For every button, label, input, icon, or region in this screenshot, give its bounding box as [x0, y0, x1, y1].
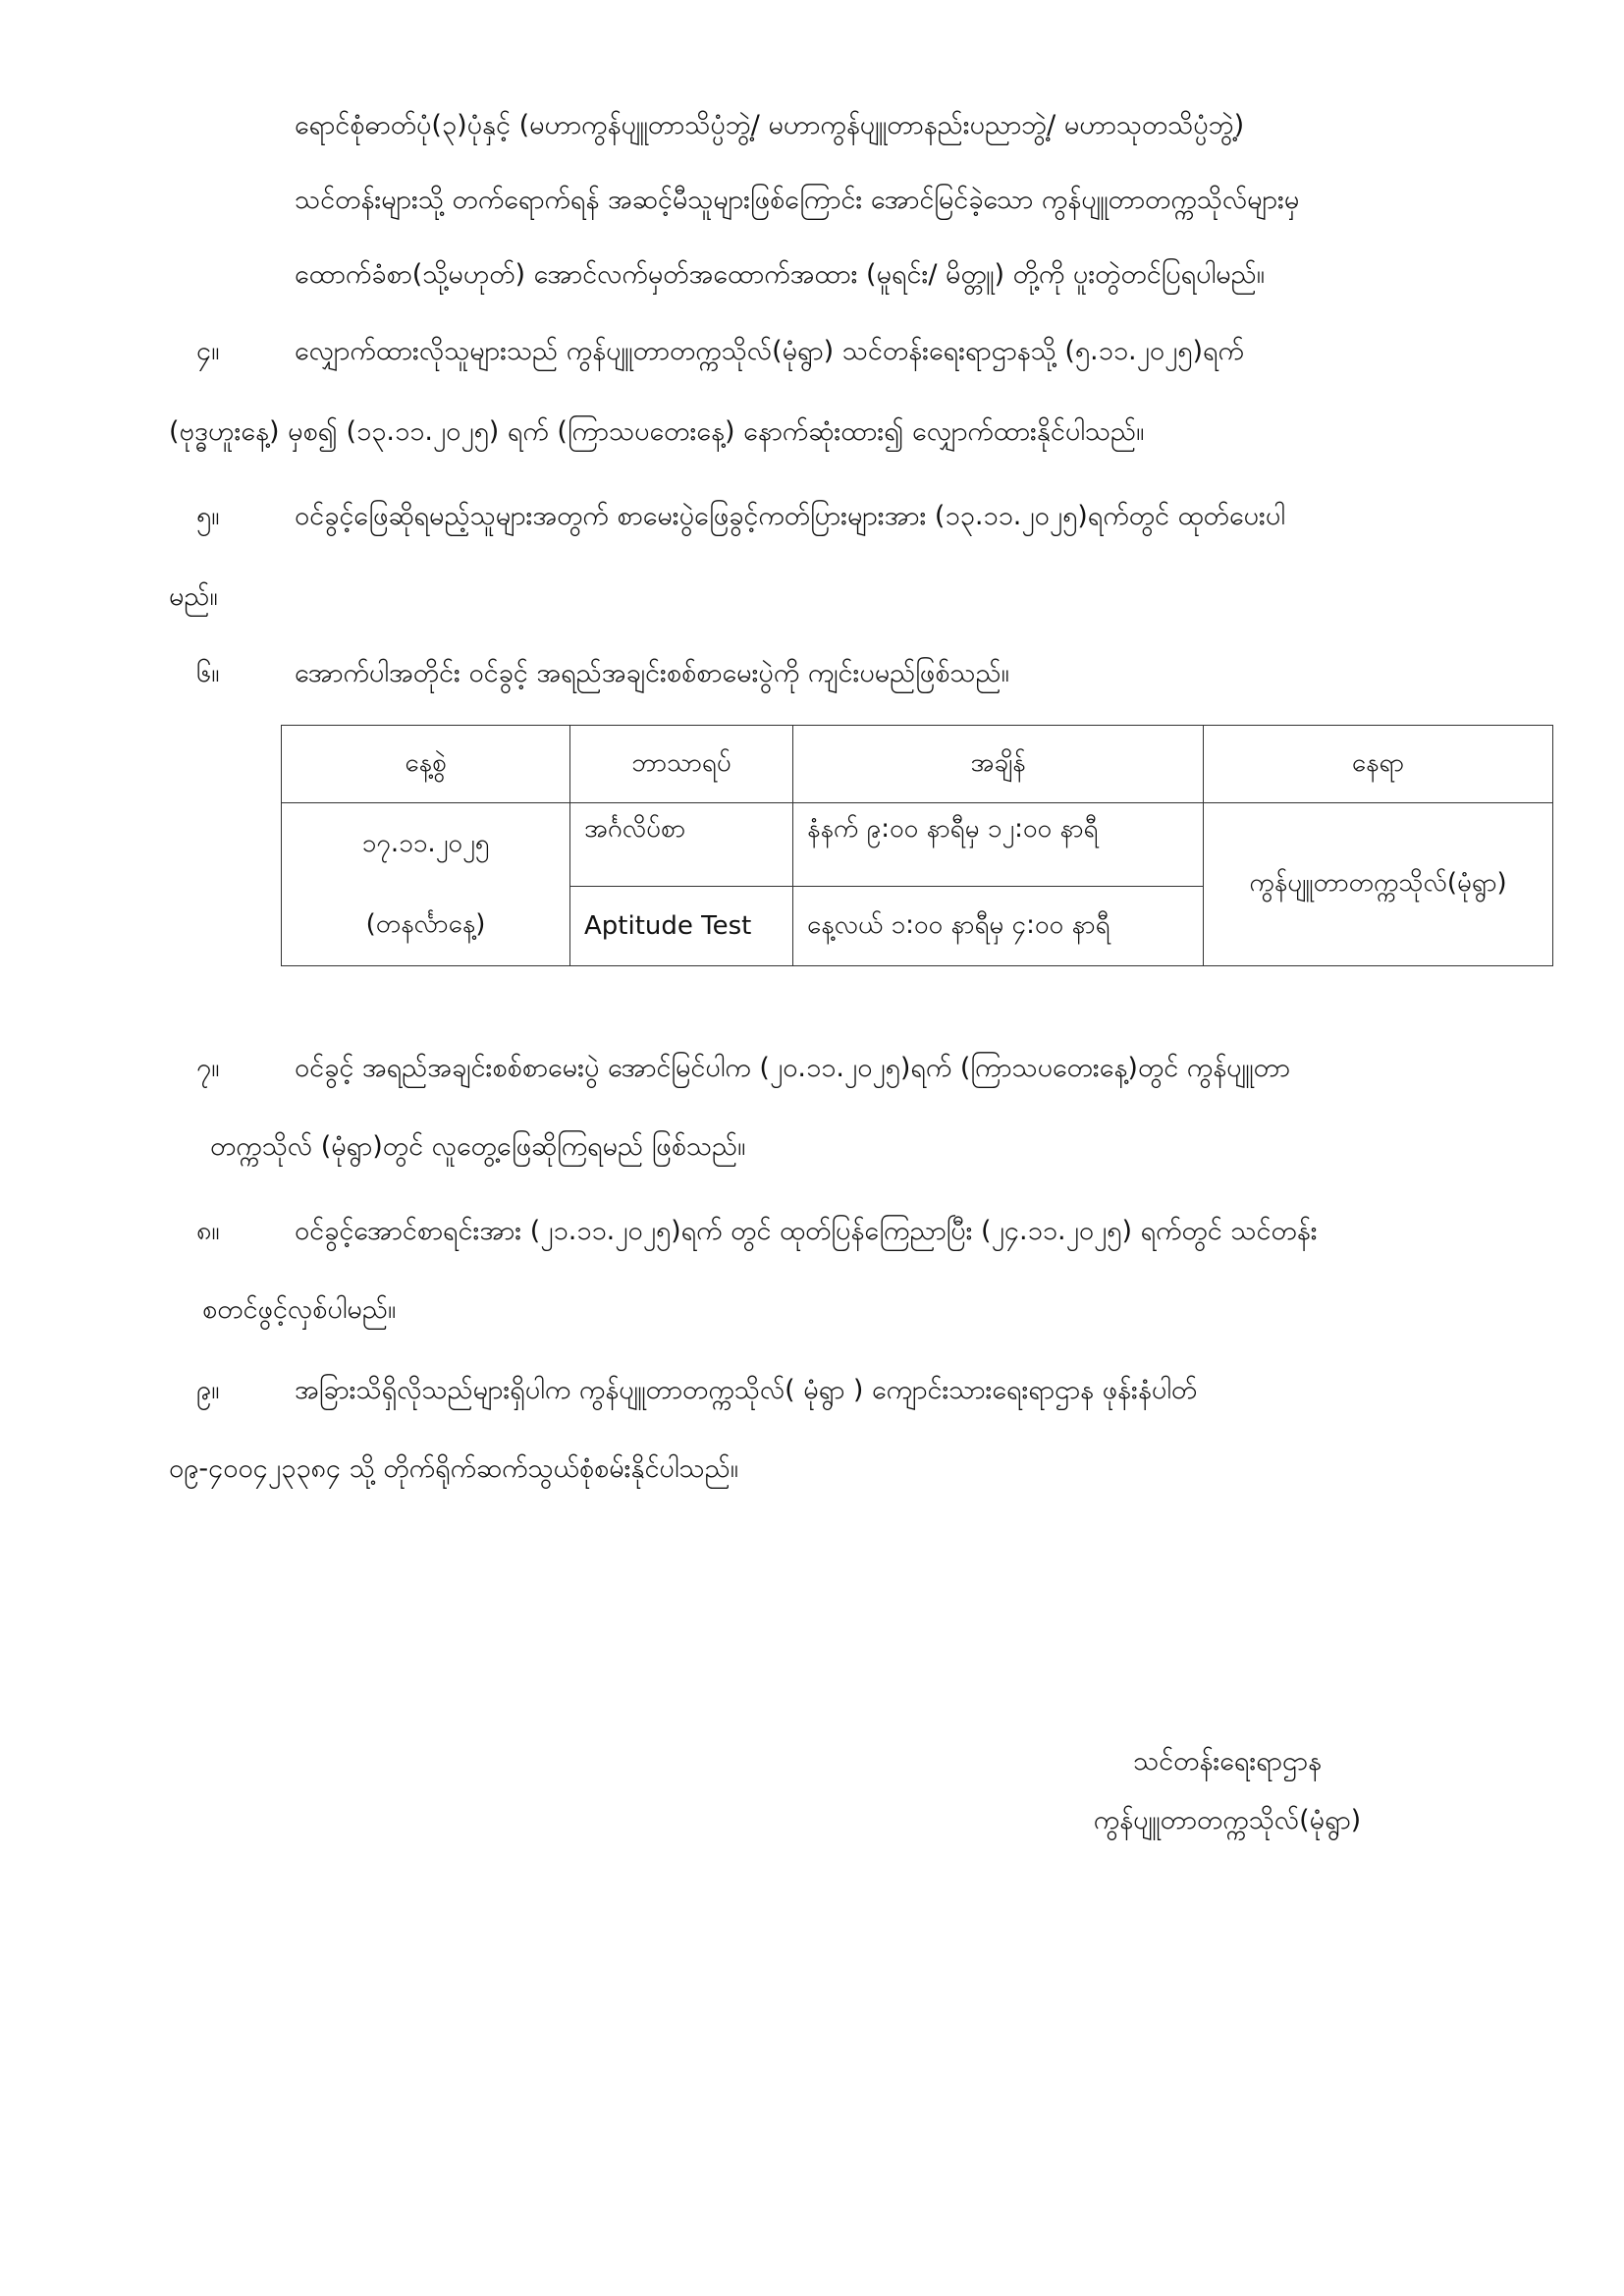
exam-date: ၁၇.၁၁.၂၀၂၅: [282, 803, 570, 887]
item-8-line-2: စတင်ဖွင့်လှစ်ပါမည်။: [202, 1294, 397, 1325]
item-number-7: ၇။: [196, 1053, 220, 1083]
item-5-line-1: ဝင်ခွင့်ဖြေဆိုရမည့်သူများအတွက် စာမေးပွဲဖြေခွင့်ကတ်ပြားများအား (၁၃.၁၁.၂၀၂၅)ရက်တွင် ထုတ်ပေးပါ: [295, 501, 1285, 531]
item-7-line-1: ဝင်ခွင့် အရည်အချင်းစစ်စာမေးပွဲ အောင်မြင်ပါက (၂၀.၁၁.၂၀၂၅)ရက် (ကြာသပတေးနေ့)တွင် ကွန်ပျူတာ: [295, 1053, 1291, 1083]
item-9-line-1: အခြားသိရှိလိုသည်များရှိပါက ကွန်ပျူတာတက္ကသိုလ်( မုံရွာ ) ကျောင်းသားရေးရာဌာန ဖုန်းနံပါတ်: [295, 1375, 1198, 1405]
item-number-6: ၆။: [196, 658, 220, 688]
item-5-line-2: မည်။: [169, 581, 218, 612]
item-4-line-2: (ဗုဒ္ဓဟူးနေ့) မှစ၍ (၁၃.၁၁.၂၀၂၅) ရက် (ကြာသပတေးနေ့) နောက်ဆုံးထား၍ လျှောက်ထားနိုင်ပါသည်။: [169, 416, 1145, 447]
item-number-4: ၄။: [196, 336, 220, 366]
item-7-line-2: တက္ကသိုလ် (မုံရွာ)တွင် လူတွေ့ဖြေဆိုကြရမည် ဖြစ်သည်။: [210, 1131, 746, 1162]
item-6-line-1: အောက်ပါအတိုင်း ဝင်ခွင့် အရည်အချင်းစစ်စာမေးပွဲကို ကျင်းပမည်ဖြစ်သည်။: [295, 658, 1009, 688]
header-place: နေရာ: [1204, 726, 1553, 803]
exam-time: နေ့လယ် ၁:၀၀ နာရီမှ ၄:၀၀ နာရီ: [793, 887, 1204, 966]
exam-time: နံနက် ၉:၀၀ နာရီမှ ၁၂:၀၀ နာရီ: [793, 803, 1204, 887]
item-4-line-1: လျှောက်ထားလိုသူများသည် ကွန်ပျူတာတက္ကသိုလ်(မုံရွာ) သင်တန်းရေးရာဌာနသို့ (၅.၁၁.၂၀၂၅)ရက်: [295, 336, 1244, 366]
table-header-row: [282, 726, 1553, 803]
item-8-line-1: ဝင်ခွင့်အောင်စာရင်းအား (၂၁.၁၁.၂၀၂၅)ရက် တွင် ထုတ်ပြန်ကြေညာပြီး (၂၄.၁၁.၂၀၂၅) ရက်တွင် သင်တန်း: [295, 1216, 1318, 1246]
exam-day: (တနင်္လာနေ့): [282, 887, 570, 966]
signature-university: ကွန်ပျူတာတက္ကသိုလ်(မုံရွာ): [1093, 1805, 1362, 1835]
exam-schedule-table: [281, 725, 1553, 966]
header-subject: ဘာသာရပ်: [570, 726, 793, 803]
table-row: [282, 803, 1553, 887]
header-time: အချိန်: [793, 726, 1204, 803]
intro-line-1: ရောင်စုံဓာတ်ပုံ(၃)ပုံနှင့် (မဟာကွန်ပျူတာသိပ္ပံဘွဲ့/ မဟာကွန်ပျူတာနည်းပညာဘွဲ့/ မဟာသုတသိပ္ပံဘွဲ့): [295, 110, 1245, 140]
intro-line-2: သင်တန်းများသို့ တက်ရောက်ရန် အဆင့်မီသူများဖြစ်ကြောင်း အောင်မြင်ခဲ့သော ကွန်ပျူတာတက္ကသိုလ်များမှ: [295, 185, 1300, 215]
header-date: နေ့စွဲ: [282, 726, 570, 803]
exam-subject: အင်္ဂလိပ်စာ: [570, 803, 793, 887]
exam-place: ကွန်ပျူတာတက္ကသိုလ်(မုံရွာ): [1204, 803, 1553, 966]
item-number-9: ၉။: [196, 1375, 220, 1405]
exam-subject: Aptitude Test: [570, 887, 793, 966]
intro-line-3: ထောက်ခံစာ(သို့မဟုတ်) အောင်လက်မှတ်အထောက်အထား (မူရင်း/ မိတ္တူ) တို့ကို ပူးတွဲတင်ပြရပါမည်။: [295, 259, 1265, 290]
item-number-5: ၅။: [196, 501, 220, 531]
item-number-8: ၈။: [196, 1216, 220, 1246]
signature-department: သင်တန်းရေးရာဌာန: [1133, 1746, 1322, 1777]
item-9-line-2: ၀၉-၄၀၀၄၂၃၃၈၄ သို့ တိုက်ရိုက်ဆက်သွယ်စုံစမ်းနိုင်ပါသည်။: [169, 1453, 738, 1484]
